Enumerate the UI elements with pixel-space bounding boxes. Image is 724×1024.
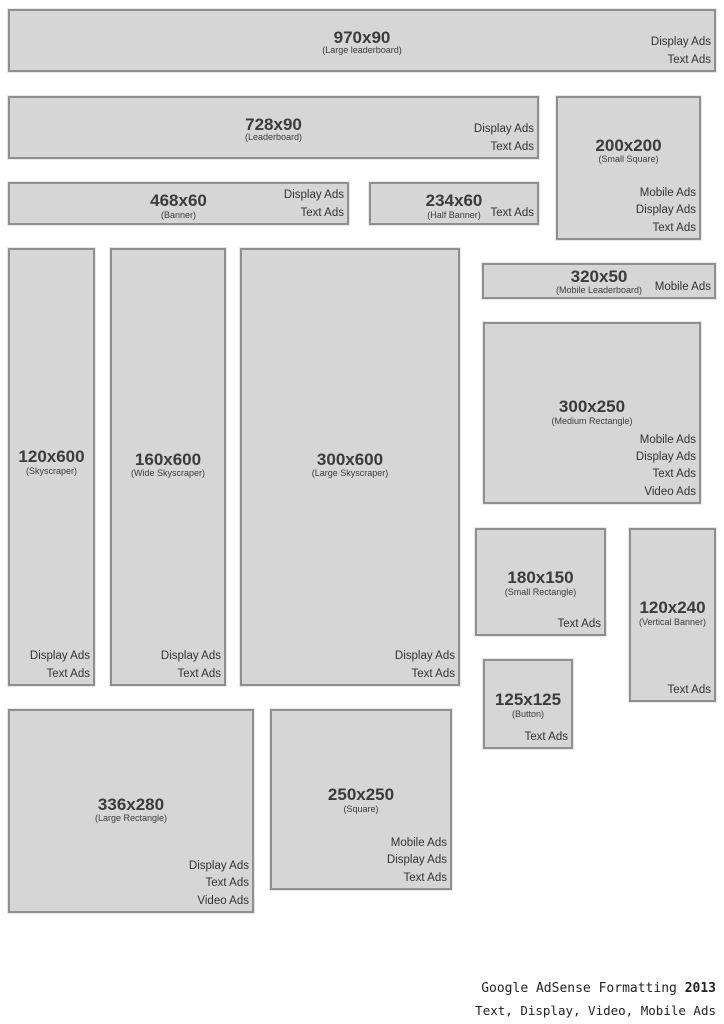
ad-format-name: (Wide Skyscraper) xyxy=(130,468,205,478)
ad-300x600-box xyxy=(240,248,460,686)
ad-type: Video Ads xyxy=(644,485,696,498)
ad-type: Text Ads xyxy=(652,468,696,481)
caption-year: 2013 xyxy=(684,981,716,996)
ad-format-name: (Half Banner) xyxy=(427,210,481,220)
ad-size-label: 320x50 xyxy=(570,267,628,286)
ad-type: Text Ads xyxy=(652,221,696,234)
ad-type: Display Ads xyxy=(188,860,249,873)
ad-format-name: (Large Skyscraper) xyxy=(311,468,389,478)
ad-type: Text Ads xyxy=(667,53,711,66)
ad-size-label: 970x90 xyxy=(333,28,391,47)
ad-types xyxy=(491,205,534,222)
caption-subtitle: Text, Display, Video, Mobile Ads xyxy=(475,1003,716,1018)
ad-types xyxy=(161,648,221,683)
ad-types xyxy=(558,616,601,633)
ad-250x250-box xyxy=(270,709,452,890)
ad-type: Text Ads xyxy=(411,667,455,680)
ad-type: Display Ads xyxy=(160,650,221,663)
ad-format-name: (Banner) xyxy=(160,210,196,220)
ad-format-name: (Small Square) xyxy=(598,154,659,164)
ad-size-label: 728x90 xyxy=(245,115,302,134)
ad-size-label: 336x280 xyxy=(97,795,165,814)
ad-types xyxy=(636,185,696,237)
ad-type: Display Ads xyxy=(29,650,90,663)
ad-size-label: 125x125 xyxy=(494,690,562,709)
ad-type: Display Ads xyxy=(283,189,344,202)
ad-type: Display Ads xyxy=(635,451,696,464)
ad-type: Mobile Ads xyxy=(639,187,696,200)
ad-type: Text Ads xyxy=(667,683,711,696)
ad-type: Text Ads xyxy=(205,877,249,890)
ad-type: Text Ads xyxy=(403,871,447,884)
ad-type: Mobile Ads xyxy=(390,837,447,850)
ad-160x600-box xyxy=(110,248,226,686)
ad-200x200-box xyxy=(556,96,701,240)
ad-type: Display Ads xyxy=(650,36,711,49)
ad-type: Text Ads xyxy=(490,206,534,219)
ad-type: Display Ads xyxy=(635,204,696,217)
ad-size-label: 300x250 xyxy=(558,397,626,416)
ad-type: Display Ads xyxy=(394,650,455,663)
caption-title xyxy=(481,981,716,996)
ad-type: Text Ads xyxy=(46,667,90,680)
ad-type: Text Ads xyxy=(524,730,568,743)
ad-format-name: (Small Rectangle) xyxy=(504,587,577,597)
ad-468x60-box xyxy=(8,182,349,225)
ad-970x90-box xyxy=(8,9,716,72)
ad-type: Video Ads xyxy=(197,894,249,907)
caption-title-text: Google AdSense Formatting xyxy=(481,981,677,996)
ad-120x240-box xyxy=(629,528,716,702)
ad-types xyxy=(30,648,90,683)
ad-format-name: (Mobile Leaderboard) xyxy=(555,285,643,295)
ad-types xyxy=(395,648,455,683)
ad-types xyxy=(655,279,711,296)
ad-format-name: (Skyscraper) xyxy=(25,466,77,476)
ad-size-label: 120x600 xyxy=(18,447,85,466)
ad-format-name: (Square) xyxy=(343,804,379,814)
ad-types xyxy=(651,34,711,69)
ad-size-label: 160x600 xyxy=(134,450,202,469)
ad-type: Display Ads xyxy=(386,854,447,867)
ad-size-label: 250x250 xyxy=(327,785,395,804)
ad-types xyxy=(474,121,534,156)
ad-types xyxy=(668,682,711,699)
ad-types xyxy=(387,835,447,887)
ad-type: Text Ads xyxy=(557,617,601,630)
ad-format-name: (Medium Rectangle) xyxy=(551,416,633,426)
ad-format-name: (Leaderboard) xyxy=(244,132,303,142)
ad-320x50-box xyxy=(482,263,716,299)
ad-size-label: 180x150 xyxy=(507,568,574,587)
ad-728x90-box xyxy=(8,96,539,159)
ad-336x280-box xyxy=(8,709,254,913)
ad-format-name: (Large Rectangle) xyxy=(94,813,168,823)
ad-type: Text Ads xyxy=(177,667,221,680)
ad-type: Text Ads xyxy=(300,206,344,219)
ad-180x150-box xyxy=(475,528,606,636)
ad-125x125-box xyxy=(483,659,573,749)
ad-size-label: 468x60 xyxy=(150,191,207,210)
ad-type: Text Ads xyxy=(490,140,534,153)
ad-type: Mobile Ads xyxy=(654,280,711,293)
ad-format-name: (Large leaderboard) xyxy=(322,45,402,55)
ad-format-name: (Button) xyxy=(511,709,544,719)
ad-types xyxy=(284,187,344,222)
ad-type: Mobile Ads xyxy=(639,433,696,446)
ad-120x600-box xyxy=(8,248,95,686)
ad-size-label: 200x200 xyxy=(595,136,662,155)
ad-234x60-box xyxy=(369,182,539,225)
ad-size-label: 234x60 xyxy=(425,191,483,210)
ad-format-name: (Vertical Banner) xyxy=(638,617,707,627)
ad-type: Display Ads xyxy=(473,123,534,136)
ad-types xyxy=(525,729,568,746)
ad-types xyxy=(189,858,249,910)
ad-size-label: 120x240 xyxy=(639,598,706,617)
ad-types xyxy=(636,432,696,501)
ad-size-label: 300x600 xyxy=(316,450,384,469)
ad-300x250-box xyxy=(483,322,701,504)
